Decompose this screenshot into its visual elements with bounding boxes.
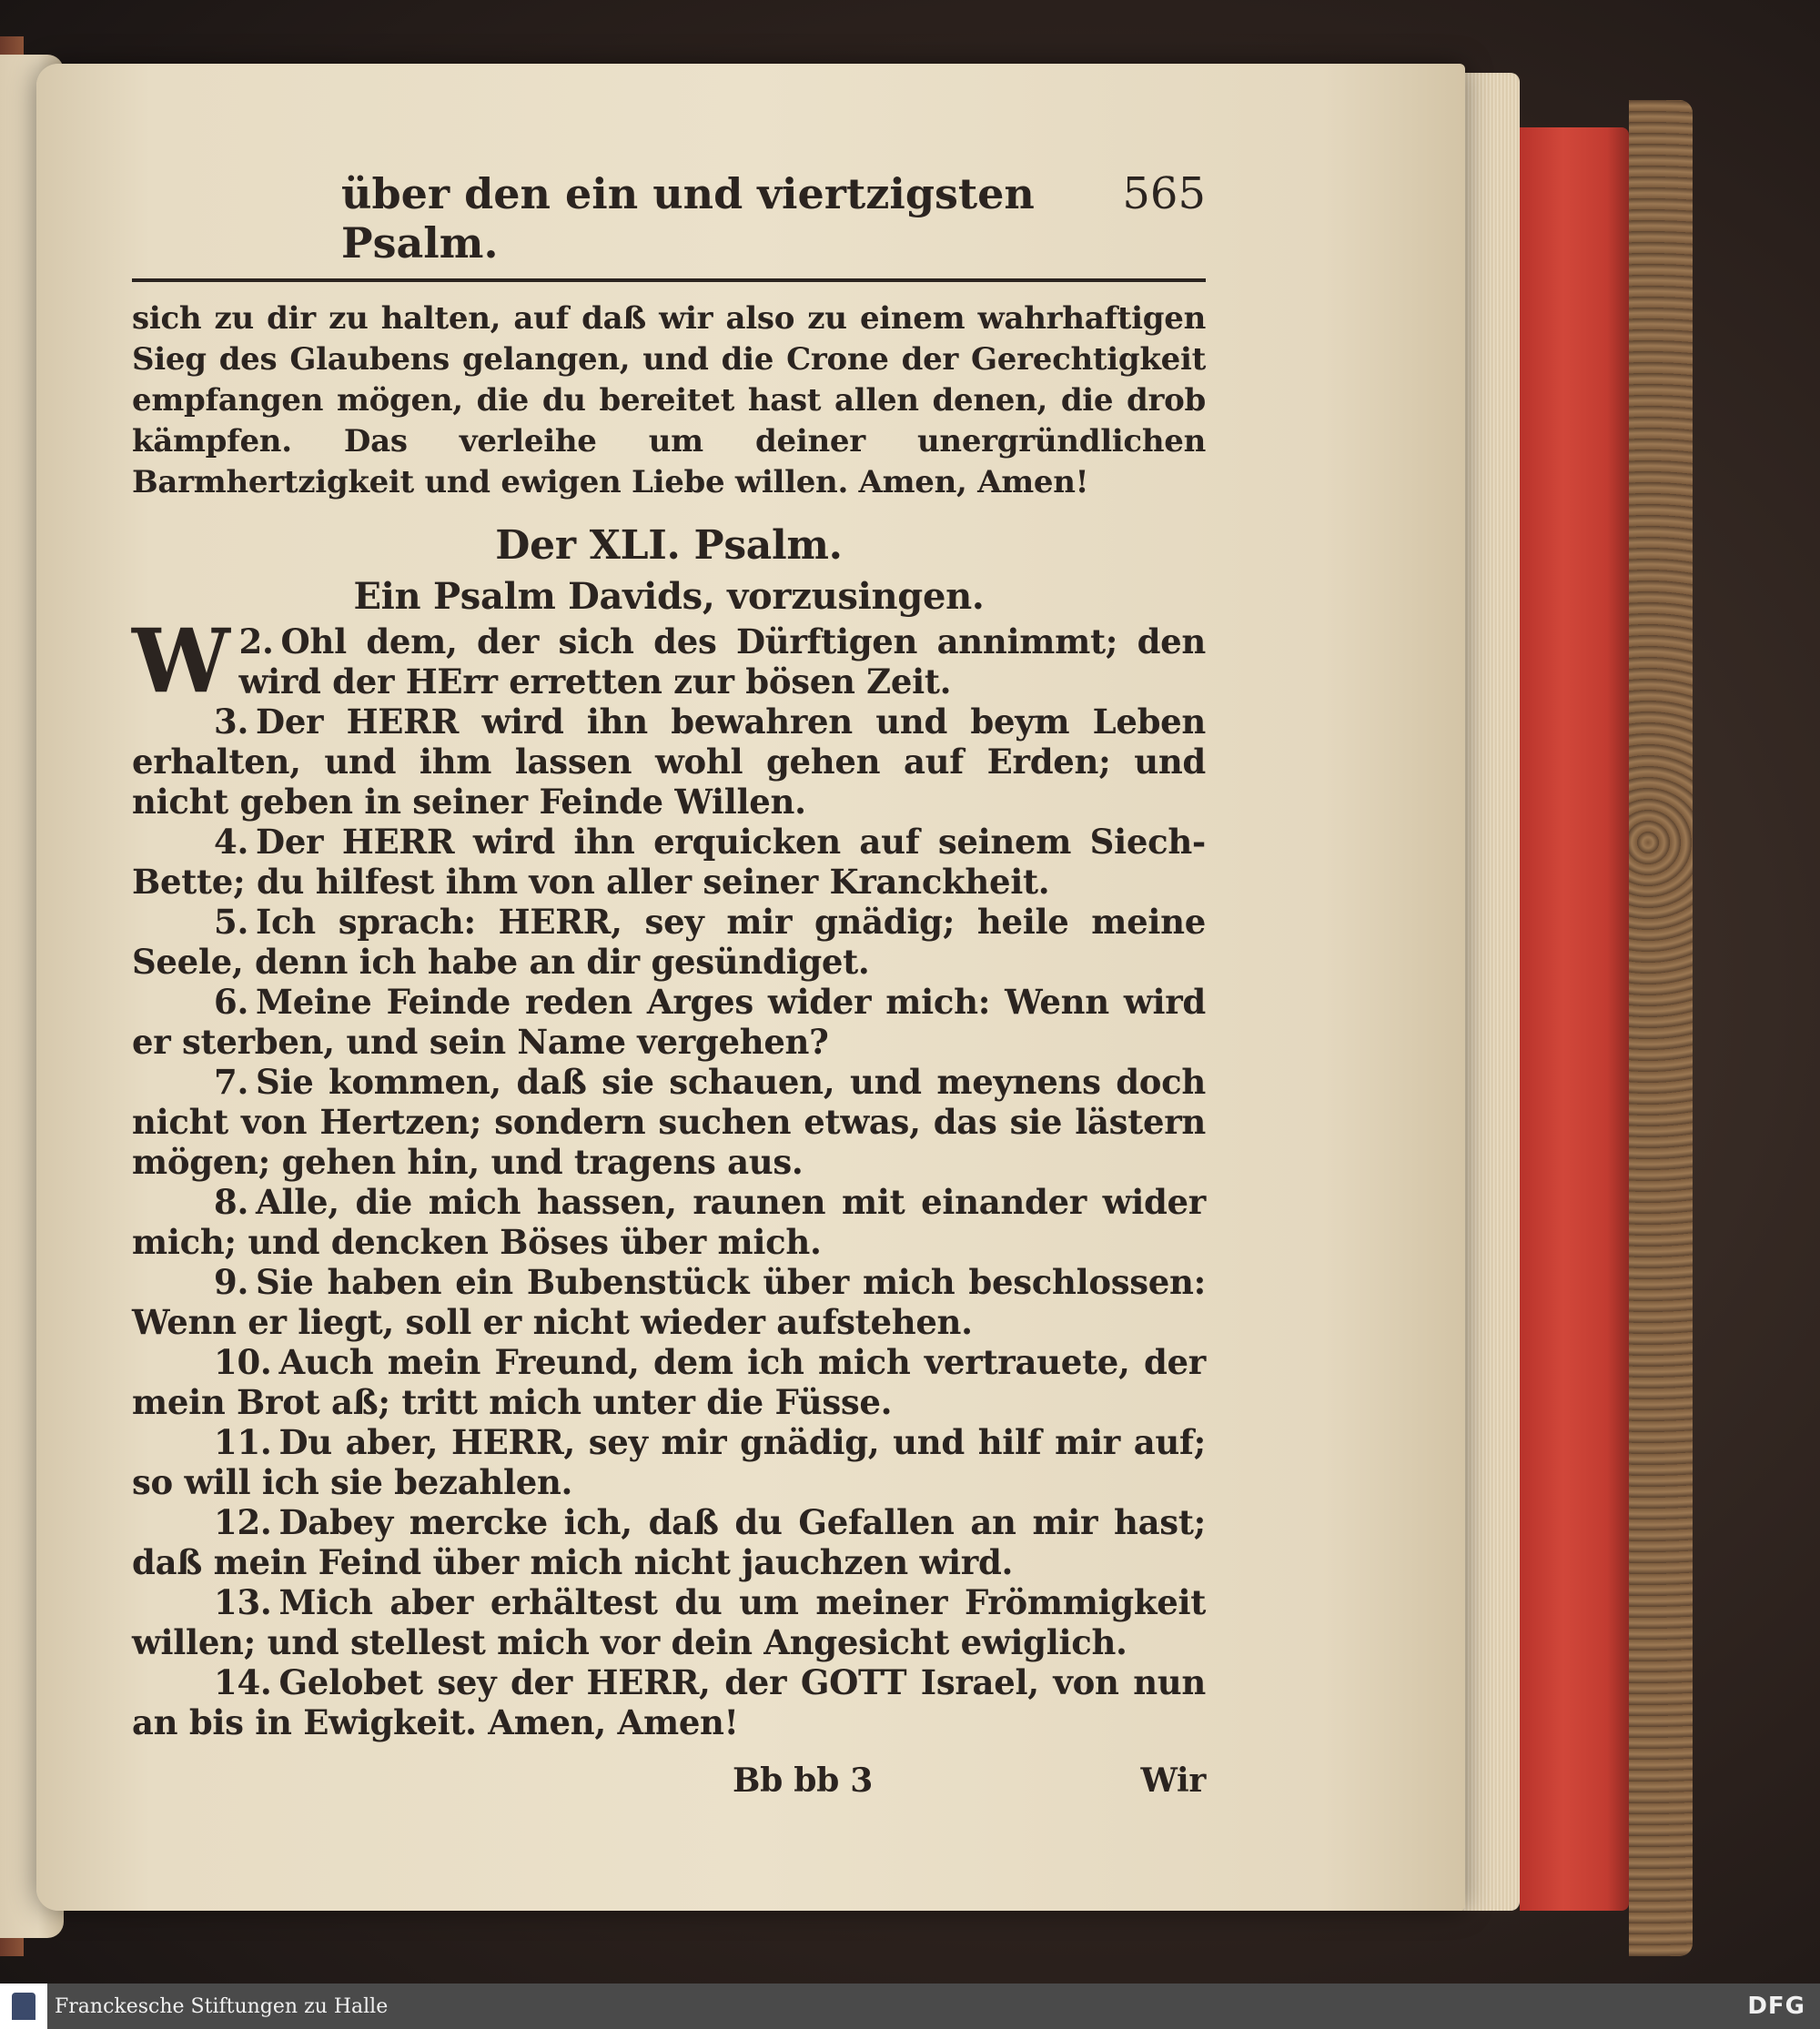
- verse-12: [132, 1502, 1206, 1582]
- verse-10: [132, 1342, 1206, 1422]
- verse-text: Alle, die mich hassen, raunen mit einander wider mich; und dencken Böses über mich.: [132, 1182, 1206, 1262]
- verse-text: Der HERR wird ihn erquicken auf seinem Siech-Bette; du hilfest ihm von aller seiner Kranckheit.: [132, 822, 1206, 902]
- verse-text: Ohl dem, der sich des Dürftigen annimmt; den wird der HErr erretten zur bösen Zeit.: [238, 621, 1206, 702]
- verse-number: 10.: [214, 1342, 272, 1382]
- verse-number: 12.: [214, 1502, 272, 1542]
- psalm-heading: Der XLI. Psalm.: [495, 522, 843, 569]
- verse-14: [132, 1662, 1206, 1742]
- verse-8: [132, 1182, 1206, 1262]
- psalm-subheading: Ein Psalm Davids, vorzusingen.: [353, 575, 985, 618]
- verse-number: 5.: [214, 902, 249, 942]
- institution-name[interactable]: Franckesche Stiftungen zu Halle: [55, 1994, 389, 2018]
- verse-number: 7.: [214, 1062, 249, 1102]
- verse-number: 6.: [214, 982, 249, 1022]
- intro-paragraph: sich zu dir zu halten, auf daß wir also zu einem wahrhaftigen Sieg des Glaubens gelangen, und die Crone der Gerechtigkeit empfangen mögen, die du bereitet hast allen denen, die drob kämpfen. Das verleihe um deiner unergründlichen Barmhertzigkeit und ewigen Liebe willen. Amen, Amen!: [132, 300, 1206, 500]
- verse-text: Ich sprach: HERR, sey mir gnädig; heile meine Seele, denn ich habe an dir gesündiget.: [132, 902, 1206, 982]
- institution-logo-icon[interactable]: [0, 1984, 47, 2029]
- verse-number: 8.: [214, 1182, 249, 1222]
- verse-4: [132, 822, 1206, 902]
- verse-number: 3.: [214, 702, 249, 742]
- running-header: [132, 168, 1206, 282]
- verse-7: [132, 1062, 1206, 1182]
- verse-2: [132, 610, 1206, 712]
- red-page-edge: [1520, 127, 1629, 1911]
- running-title: über den ein und viertzigsten Psalm.: [341, 169, 1035, 268]
- verse-number: 4.: [214, 822, 249, 862]
- verse-3: [132, 702, 1206, 822]
- dfg-logo[interactable]: DFG: [1747, 1993, 1805, 2020]
- verse-text: Sie kommen, daß sie schauen, und meynens doch nicht von Hertzen; sondern suchen etwas, das sie lästern mögen; gehen hin, und tragens aus.: [132, 1062, 1206, 1182]
- verse-text: Du aber, HERR, sey mir gnädig, und hilf mir auf; so will ich sie bezahlen.: [132, 1422, 1206, 1502]
- verse-number: 2.: [238, 621, 274, 661]
- drop-cap: W: [132, 610, 230, 712]
- verse-text: Dabey mercke ich, daß du Gefallen an mir hast; daß mein Feind über mich nicht jauchzen wird.: [132, 1502, 1206, 1582]
- verse-13: [132, 1582, 1206, 1662]
- verse-text: Gelobet sey der HERR, der GOTT Israel, von nun an bis in Ewigkeit. Amen, Amen!: [132, 1662, 1206, 1742]
- verse-text: Der HERR wird ihn bewahren und beym Leben erhalten, und ihm lassen wohl gehen auf Erden; und nicht geben in seiner Feinde Willen.: [132, 702, 1206, 822]
- signature-mark: Bb bb 3: [733, 1761, 873, 1800]
- verse-number: 14.: [214, 1662, 272, 1702]
- verse-number: 13.: [214, 1582, 272, 1622]
- verse-text: Auch mein Freund, dem ich mich vertrauete, der mein Brot aß; tritt mich unter die Füsse.: [132, 1342, 1206, 1422]
- page-body: [132, 298, 1206, 1802]
- catchword: Wir: [1140, 1761, 1206, 1800]
- verse-6: [132, 982, 1206, 1062]
- verse-text: Meine Feinde reden Arges wider mich: Wenn wird er sterben, und sein Name vergehen?: [132, 982, 1206, 1062]
- verse-number: 11.: [214, 1422, 272, 1462]
- text-block: [132, 168, 1206, 1802]
- verse-9: [132, 1262, 1206, 1342]
- verse-11: [132, 1422, 1206, 1502]
- book-cover-board: [1629, 100, 1693, 1956]
- verse-text: Mich aber erhältest du um meiner Frömmigkeit willen; und stellest mich vor dein Angesicht ewiglich.: [132, 1582, 1206, 1662]
- verse-number: 9.: [214, 1262, 249, 1302]
- page-number: 565: [1122, 168, 1206, 219]
- verse-text: Sie haben ein Bubenstück über mich beschlossen: Wenn er liegt, soll er nicht wieder aufstehen.: [132, 1262, 1206, 1342]
- page-footer: [132, 1761, 1206, 1802]
- footer-bar: [0, 1984, 1820, 2029]
- verse-5: [132, 902, 1206, 982]
